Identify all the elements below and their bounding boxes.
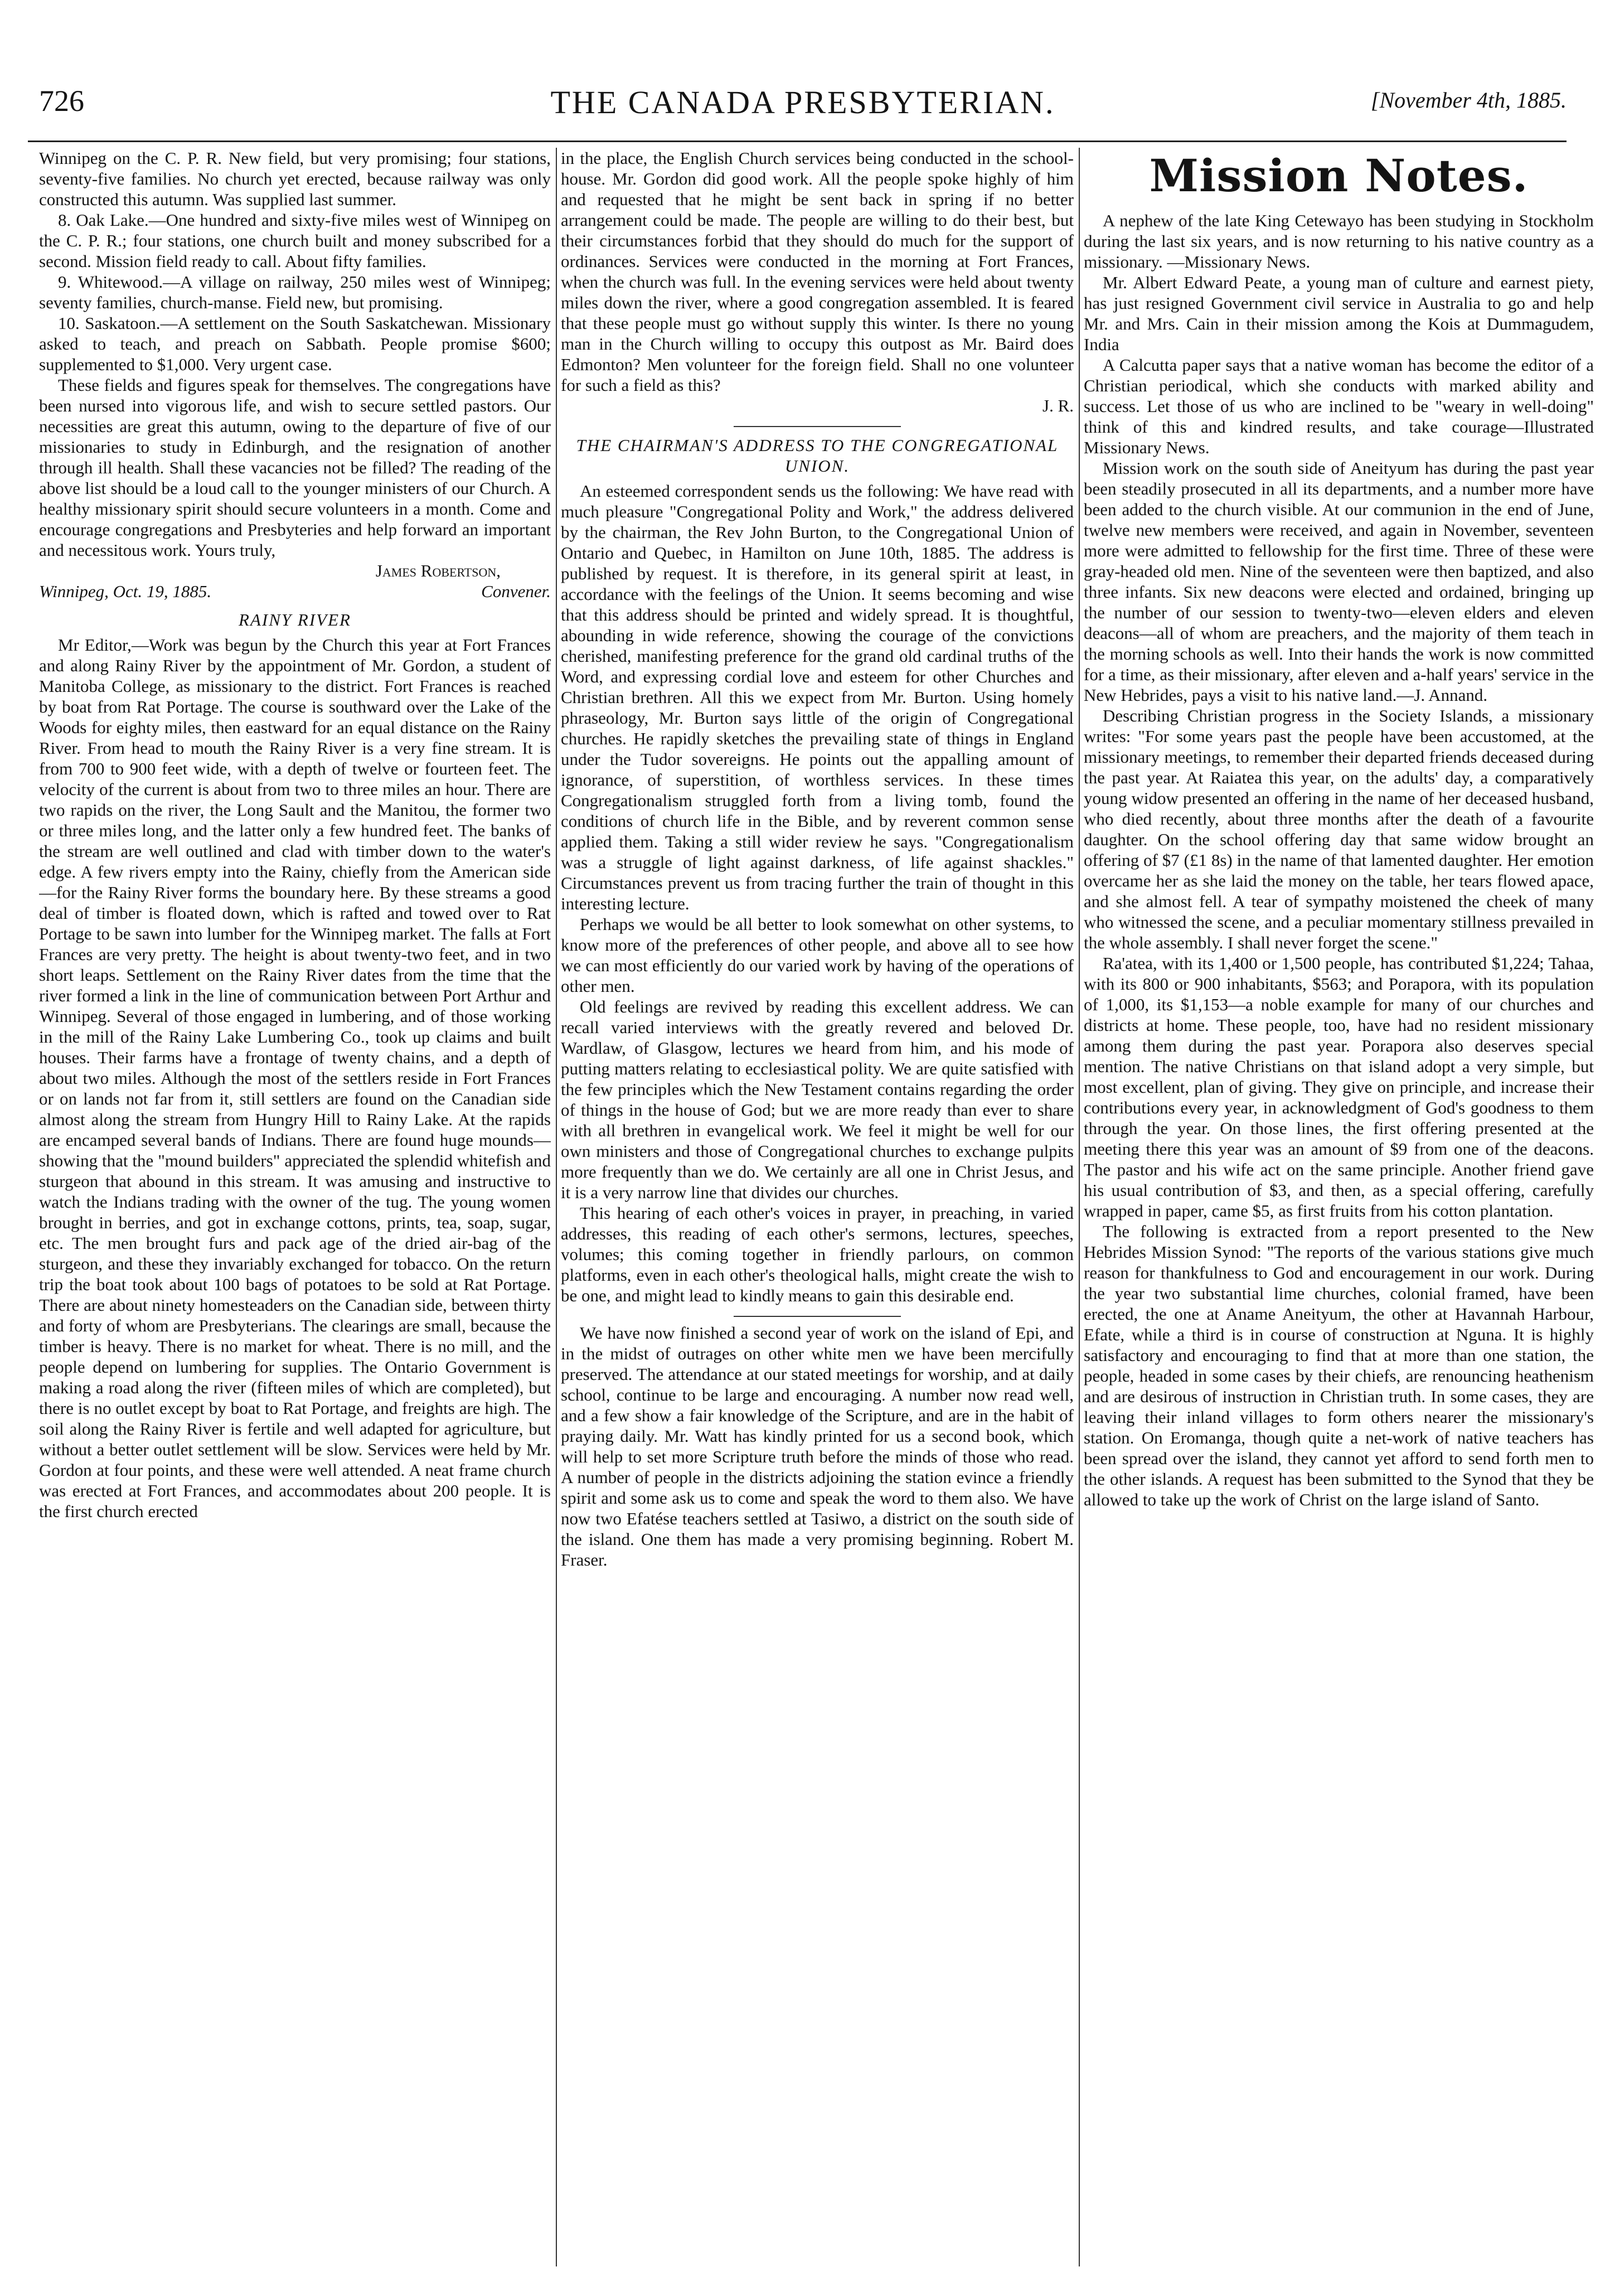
news-note: Ra'atea, with its 1,400 or 1,500 people, has contributed $1,224; Tahaa, with its 800 or 900 inhabitants, $563; and Porapora, with its population of 1,000, its $1,153—a noble example for many of our churches and districts at home. These people, too, have had no resident missionary among them during the past year. Porapora also deserves special mention. The native Christians on that island adopt a very simple, but most excellent, plan of giving. They give on principle, and increase their contributions every year, in acknowledgment of God's goodness to them through the year. On those lines, the first offering presented at the meeting there this year was an amount of $9 from one of the deacons. The pastor and his wife act on the same principle. Another friend gave his usual contribution of $3, and then, as a special offering, carefully wrapped in paper, came $5, as first fruits from his cotton plantation. — [1084, 953, 1594, 1220]
column-2 — [561, 148, 1074, 2272]
section-title-rainy-river: RAINY RIVER — [239, 610, 351, 629]
article-paragraph: in the place, the English Church services being conducted in the school-house. Mr. Gordon did good work. All the people spoke highly of him and requested that he might be sent back in spring if no better arrangement could be made. The people are willing to do their best, but their circumstances forbid that they should do much for the support of ordinances. Services were conducted in the morning at Fort Frances, when the church was full. In the evening services were held about twenty miles down the river, where a good congregation assembled. It is feared that these people must go without supply this winter. Is there no young man in the Church willing to occupy this outpost as Mr. Baird does Edmonton? Men volunteer for the foreign field. Shall no one volunteer for such a field as this? — [561, 148, 1074, 395]
news-note: A Calcutta paper says that a native woman has become the editor of a Christian periodical, which she conducts with marked ability and success. Let those of us who are inclined to be "weary in well-doing" think of this and kindred results, and take courage—Illustrated Missionary News. — [1084, 355, 1594, 457]
article-paragraph: Mr Editor,—Work was begun by the Church this year at Fort Frances and along Rainy River by the appointment of Mr. Gordon, a student of Manitoba College, as missionary to the district. Fort Frances is reached by boat from Rat Portage. The course is southward over the Lake of the Woods for eighty miles, then eastward for an equal distance on the Rainy River. From head to mouth the Rainy River is a very fine stream. It is from 700 to 900 feet wide, with a depth of twelve or fourteen feet. The velocity of the current is about from two to three miles an hour. There are two rapids on the river, the Long Sault and the Manitou, the former two or three miles long, and the latter only a few hundred feet. The banks of the stream are well outlined and clad with timber down to the water's edge. A few rivers empty into the Rainy, chiefly from the American side—for the Rainy River forms the boundary here. By these streams a good deal of timber is floated down, which is rafted and towed over to Rat Portage to be sawn into lumber for the Winnipeg market. The falls at Fort Frances are very pretty. The height is about twenty-two feet, and in two short leaps. Settlement on the Rainy River dates from the time that the river formed a link in the line of communication between Port Arthur and Winnipeg. Several of those engaged in lumbering, and of those working in the mill of the Rainy Lake Lumbering Co., took up claims and built houses. Their farms have a frontage of twenty chains, and a depth of about two miles. Although the most of the settlers reside in Fort Frances or on lands not far from it, still settlers are found on the Canadian side almost along the stream from Hungry Hill to Rainy Lake. At the rapids are encamped several bands of Indians. There are found huge mounds—showing that the "mound builders" appreciated the splendid whitefish and sturgeon that abound in this stream. It was amusing and instructive to watch the Indians trading with the owner of the tug. The young women brought in berries, and got in exchange cottons, prints, tea, soap, sugar, etc. The men brought furs and pack age of the dried air-bag of the sturgeon, and these they invariably exchanged for tobacco. On the return trip the boat took about 100 bags of potatoes to be sold at Rat Portage. There are about ninety homesteaders on the Canadian side, between thirty and forty of whom are Presbyterians. The clearings are small, because the timber is heavy. There is no market for wheat. There is no mill, and the people depend on lumbering for supplies. The Ontario Government is making a road along the river (fifteen miles of which are completed), but there is no outlet except by boat to Rat Portage, and freights are high. The soil along the Rainy River is fertile and well adapted for agriculture, but without a better outlet settlement will be slow. Services were held by Mr. Gordon at four points, and these were well attended. A neat frame church was erected at Fort Frances, and accommodates about 200 people. It is the first church erected — [39, 635, 551, 1521]
article-paragraph: Perhaps we would be all better to look somewhat on other systems, to know more of the preferences of other people, and above all to see how we can most efficiently do our varied work by having of the operations of other men. — [561, 914, 1074, 996]
article-signature: J. R. — [1042, 396, 1074, 415]
news-note: The following is extracted from a report presented to the New Hebrides Mission Synod: "The reports of the various stations give much reason for thankfulness to God and encouragement in our work. During the year two substantial lime churches, colonial framed, have been erected, the one at Aname Aneityum, the other at Havannah Harbour, Efate, while a third is in course of construction at Nguna. It is highly satisfactory and encouraging to find that at more than one station, the people, headed in some cases by their chiefs, are renouncing heathenism and are desirous of instruction in Christian truth. In some cases, they are leaving their inland villages to form others nearer the missionary's station. On Eromanga, though quite a net-work of native teachers has been spread over the island, they cannot yet afford to send forth men to the other islands. A request has been submitted to the Synod that they be allowed to take up the work of Christ on the large island of Santo. — [1084, 1222, 1594, 1509]
news-note: A nephew of the late King Cetewayo has been studying in Stockholm during the last six years, and is now returning to his native country as a missionary. —Missionary News. — [1084, 211, 1594, 272]
article-paragraph: 9. Whitewood.—A village on railway, 250 miles west of Winnipeg; seventy families, church-manse. Field new, but promising. — [39, 272, 551, 312]
column-divider — [556, 148, 557, 2266]
article-paragraph: 10. Saskatoon.—A settlement on the South Saskatchewan. Missionary asked to teach, and preach on Sabbath. People promise $600; supplemented to $1,000. Very urgent case. — [39, 313, 551, 374]
page-header — [39, 84, 1567, 134]
signature-role: Convener. — [481, 582, 551, 601]
column-divider — [1079, 148, 1080, 2266]
article-paragraph: Old feelings are revived by reading this excellent address. We can recall varied interviews with the greatly revered and beloved Dr. Wardlaw, of Glasgow, lectures we heard from him, and his mode of putting matters relating to ecclesiastical polity. We are quite satisfied with the few principles which the New Testament contains regarding the order of things in the house of God; but we are more ready than ever to share with all brethren in evangelical work. We feel it might be well for our own ministers and those of Congregational churches to exchange pulpits more frequently than we do. We certainly are all one in Christ Jesus, and it is a very narrow line that divides our churches. — [561, 997, 1074, 1202]
news-note: Mr. Albert Edward Peate, a young man of culture and earnest piety, has just resigned Government civil service in Australia to go and help Mr. and Mrs. Cain in their mission among the Kois at Dummagudem, India — [1084, 273, 1594, 354]
issue-date: [November 4th, 1885. — [1370, 88, 1567, 113]
article-paragraph: 8. Oak Lake.—One hundred and sixty-five miles west of Winnipeg on the C. P. R.; four stations, one church built and money subscribed for a second. Mission field ready to call. About fifty families. — [39, 210, 551, 271]
article-paragraph: We have now finished a second year of work on the island of Epi, and in the midst of outrages on other white men we have been mercifully preserved. The attendance at our stated meetings for worship, and at daily school, continue to be large and encouraging. A number now read well, and a few show a fair knowledge of the Scripture, and are in the habit of praying daily. Mr. Watt has kindly printed for us a second book, which will help to set more Scripture truth before the minds of those who read. A number of people in the districts adjoining the station evince a friendly spirit and some ask us to come and speak the word to them also. We have now two Efatése teachers settled at Tasiwo, a district on the south side of the island. One them has made a very promising beginning. Robert M. Fraser. — [561, 1323, 1074, 1570]
header-rule — [28, 141, 1567, 142]
signature-name: James Robertson, — [375, 561, 501, 580]
column-3 — [1084, 148, 1594, 2272]
news-note: Mission work on the south side of Aneityum has during the past year been steadily prosecuted in all its departments, and a number more have been added to the church visible. At our communion in the end of June, twelve new members were received, and again in November, seventeen more were admitted to fellowship for the first time. Three of these were gray-headed old men. Nine of the seventeen were then baptized, and also three infants. Six new deacons were elected and ordained, bringing up the number of our session to twenty-two—eleven elders and eleven deacons—all of whom are preachers, and the majority of them teach in the morning schools as well. Into their hands the work is now committed for a time, as their missionary, after eleven and a-half years' service in the New Hebrides, pays a visit to his native land.—J. Annand. — [1084, 458, 1594, 705]
section-separator — [734, 426, 901, 427]
news-note: Describing Christian progress in the Society Islands, a missionary writes: "For some years past the people have been accustomed, at the missionary meetings, to remember their departed friends deceased during the past year. At Raiatea this year, on the adults' day, a comparatively young widow presented an offering in the name of her deceased husband, who died recently, about three months after the death of a favourite daughter. On the school offering day that same widow brought an offering of $7 (£1 8s) in the name of that lamented daughter. Her emotion overcame her as she laid the money on the table, her tears flowed apace, and she almost fell. A tear of sympathy moistened the cheek of many who witnessed the scene, and a peculiar momentary stillness prevailed in the whole assembly. I shall never forget the scene." — [1084, 706, 1594, 952]
article-paragraph: An esteemed correspondent sends us the following: We have read with much pleasure "Congregational Polity and Work," the address delivered by the chairman, the Rev John Burton, to the Congregational Union of Ontario and Quebec, in Hamilton on June 10th, 1885. The address is published by request. It is therefore, in its general spirit at least, in accordance with the feelings of the Union. It seems becoming and wise that this address should be printed and widely spread. It is thoughtful, abounding in wide reference, showing the courage of the convictions cherished, manifesting preference for the grand old cardinal truths of the Word, and expressing cordial love and esteem for other Churches and Christian brethren. All this we expect from Mr. Burton. Using homely phraseology, Mr. Burton says little of the origin of Congregational churches. He rapidly sketches the prevailing state of things in England under the Tudor sovereigns. He points out the appalling amount of ignorance, of superstition, of worthless services. In these times Congregationalism struggled forth from a living tomb, found the conditions of church life in the Bible, and by reverent common sense applied them. Taking a still wider review he says. "Congregationalism was a struggle of light against darkness, of life against shackles." Circumstances prevent us from tracing further the train of thought in this interesting lecture. — [561, 481, 1074, 913]
article-paragraph: This hearing of each other's voices in prayer, in preaching, in varied addresses, this reading of each other's sermons, lectures, speeches, volumes; this coming together in friendly parlours, on common platforms, even in each other's theological halls, might create the wish to be one, and might lead to kindly means to gain this desirable end. — [561, 1203, 1074, 1305]
page-number: 726 — [39, 84, 84, 118]
section-title-chairmans-address: THE CHAIRMAN'S ADDRESS TO THE CONGREGATIONAL UNION. — [576, 435, 1059, 476]
signature-line — [39, 581, 551, 602]
mission-notes-heading: Mission Notes. — [1149, 149, 1529, 202]
publication-title: THE CANADA PRESBYTERIAN. — [550, 84, 1055, 120]
article-paragraph: These fields and figures speak for themselves. The congregations have been nursed into vigorous life, and wish to secure settled pastors. Our necessities are great this autumn, owing to the departure of five of our missionaries to study in Edinburgh, and the resignation of another through ill health. Shall these vacancies not be filled? The reading of the above list should be a loud call to the younger ministers of our Church. A healthy missionary spirit should secure volunteers in a month. Come and encourage congregations and Presbyteries and help forward an important and necessitous work. Yours truly, — [39, 375, 551, 560]
article-paragraph: Winnipeg on the C. P. R. New field, but very promising; four stations, seventy-five families. No church yet erected, because railway was only constructed this autumn. Was supplied last summer. — [39, 148, 551, 209]
column-1 — [39, 148, 551, 2272]
section-separator — [734, 1316, 901, 1317]
place-date: Winnipeg, Oct. 19, 1885. — [39, 582, 212, 601]
